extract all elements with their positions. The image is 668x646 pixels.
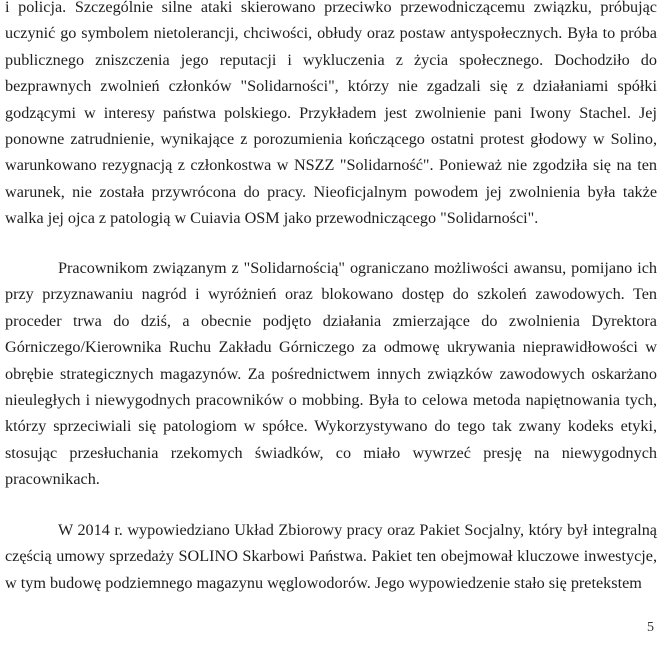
paragraph-1: i policja. Szczególnie silne ataki skierowano przeciwko przewodniczącemu związku, próbując uczynić go symbolem nietolerancji, chciwości, obłudy oraz postaw antyspołecznych. Była to próba publicznego zniszczenia jego reputacji i wykluczenia z życia społecznego. Dochodziło do bezprawnych zwolnień członków "Solidarności", którzy nie zgadzali się z działaniami spółki godzącymi w interesy państwa polskiego. Przykładem jest zwolnienie pani Iwony Stachel. Jej ponowne zatrudnienie, wynikające z porozumienia kończącego ostatni protest głodowy w Solino, warunkowano rezygnacją z członkostwa w NSZZ "Solidarność". Ponieważ nie zgodziła się na ten warunek, nie została przywrócona do pracy. Nieoficjalnym powodem jej zwolnienia była także walka jej ojca z patologią w Cuiavia OSM jako przewodniczącego "Solidarności". xyxy=(5,0,657,228)
paragraph-3-block xyxy=(5,517,657,596)
paragraph-3: W 2014 r. wypowiedziano Układ Zbiorowy pracy oraz Pakiet Socjalny, który był integralną częścią umowy sprzedaży SOLINO Skarbowi Państwa. Pakiet ten obejmował kluczowe inwestycje, w tym budowę podziemnego magazynu węglowodorów. Jego wypowiedzenie stało się pretekstem xyxy=(5,521,657,592)
paragraph-2-block xyxy=(5,255,657,493)
paragraph-1-block xyxy=(5,0,657,232)
paragraph-2: Pracownikom związanym z "Solidarnością" ograniczano możliwości awansu, pomijano ich przy przyznawaniu nagród i wyróżnień oraz blokowano dostęp do szkoleń zawodowych. Ten proceder trwa do dziś, a obecnie podjęto działania zmierzające do zwolnienia Dyrektora Górniczego/Kierownika Ruchu Zakładu Górniczego za odmowę ukrywania nieprawidłowości w obrębie strategicznych magazynów. Za pośrednictwem innych związków zawodowych oskarżano nieuległych i niewygodnych pracowników o mobbing. Była to celowa metoda napiętnowania tych, którzy sprzeciwiali się patologiom w spółce. Wykorzystywano do tego tak zwany kodeks etyki, stosując przesłuchania rzekomych świadków, co miało wywrzeć presję na niewygodnych pracownikach. xyxy=(5,259,657,489)
page-number: 5 xyxy=(647,620,654,635)
